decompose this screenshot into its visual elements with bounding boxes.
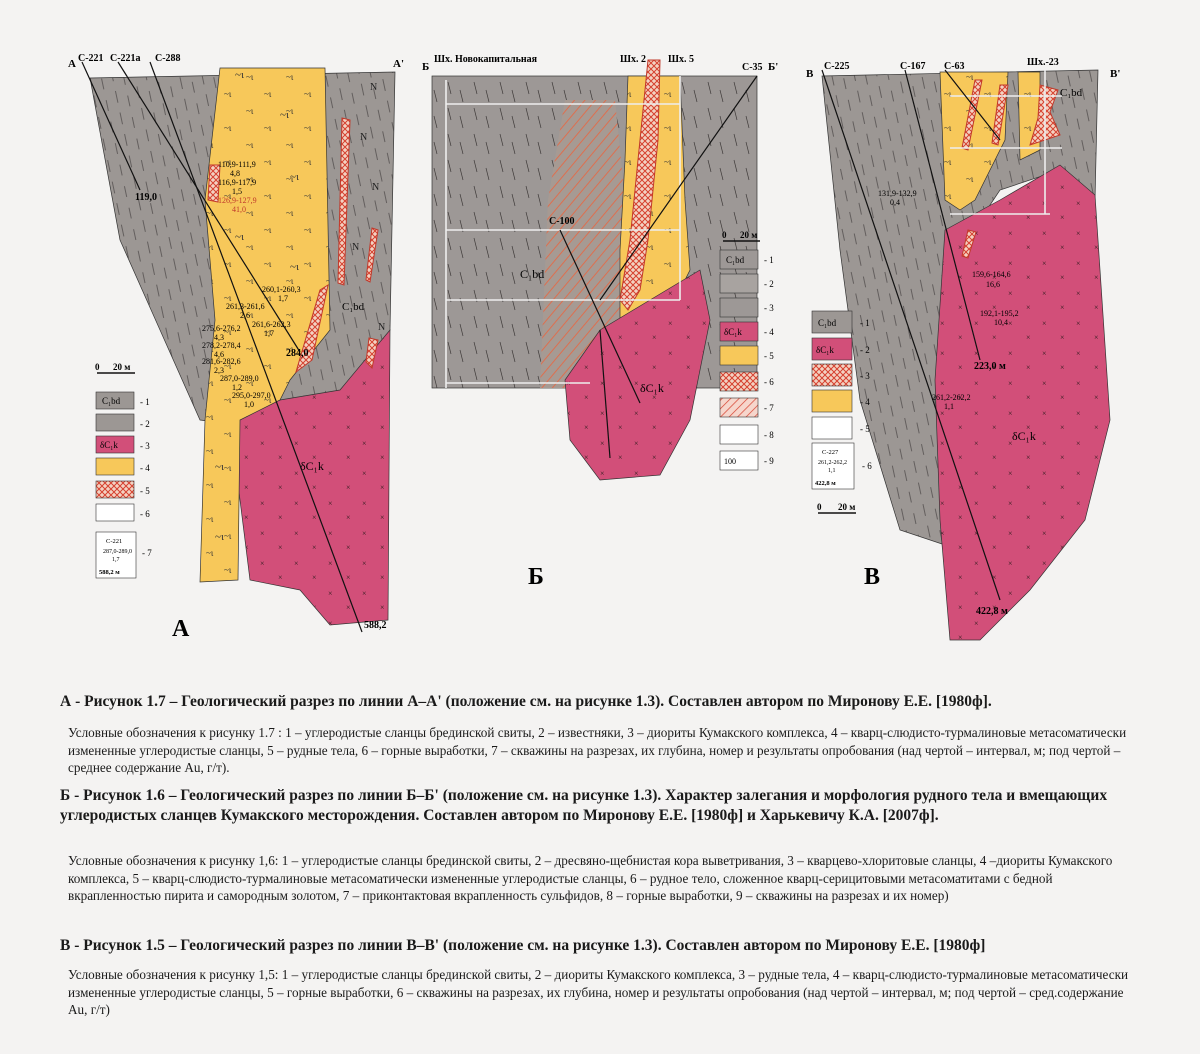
legend-well-grade: 1,1 bbox=[828, 468, 836, 474]
caption-b-title: Б - Рисунок 1.6 – Геологический разрез по линии Б–Б' (положение см. на рисунке 1.3). Характер залегания и морфология рудного тела и вмещающих углеродистых сланцев Кумакского месторождения. Составлен автором по Миронову Е.Е. [1980ф] и Харькевичу К.А. [2007ф]. bbox=[60, 787, 1108, 824]
legend-well-interval: 261,2-262,2 bbox=[818, 460, 847, 466]
legend-item-number: - 6 bbox=[764, 377, 774, 387]
caption-b bbox=[60, 786, 1140, 826]
caption-a-title: А - Рисунок 1.7 – Геологический разрез по линии А–А' (положение см. на рисунке 1.3). Составлен автором по Миронову Е.Е. [1980ф]. bbox=[60, 693, 992, 710]
assay-interval: 261,6-262,3 bbox=[252, 320, 291, 329]
assay-grade: 2,6 bbox=[240, 311, 250, 320]
well-name: С-63 bbox=[944, 61, 965, 72]
legend-swatch-5 bbox=[96, 481, 134, 498]
metasomatite-symbol: ~ι bbox=[280, 109, 289, 121]
limestone-symbol: N bbox=[352, 242, 360, 253]
well-depth: 284,0 bbox=[286, 348, 309, 359]
legend-item-number: - 9 bbox=[764, 456, 774, 466]
well-name: С-35 bbox=[742, 62, 763, 73]
legend-item-number: - 1 bbox=[764, 255, 774, 265]
caption-v-legend: Условные обозначения к рисунку 1,5: 1 – углеродистые сланцы брединской свиты, 2 – диориты Кумакского комплекса, 3 – рудные тела, 4 – кварц-слюдисто-турмалиновые метасоматически измененные углеродистые сланцы, 5 – горные выработки, 6 – скважины на разрезах, их глубина, номер и результаты опробования (над чертой – интервал, м; под чертой – сред.содержание Au, г/т) bbox=[68, 967, 1129, 1017]
assay-grade: 1,1 bbox=[944, 402, 954, 411]
shaft-name: Шх. 2 bbox=[620, 54, 646, 65]
assay-interval: 110,9-111,9 bbox=[218, 160, 256, 169]
legend-well-interval: 287,0-289,0 bbox=[103, 549, 132, 555]
assay-grade: 1,2 bbox=[232, 383, 242, 392]
shaft-name: Шх.-23 bbox=[1027, 57, 1059, 68]
scale-zero: 0 bbox=[722, 230, 727, 240]
limestone-symbol: N bbox=[370, 82, 378, 93]
legend-text-a bbox=[60, 724, 1140, 777]
caption-v bbox=[60, 936, 1140, 956]
legend-well-number: 100 bbox=[724, 457, 736, 466]
legend-well-depth: 422,8 м bbox=[815, 480, 836, 487]
diorite-v bbox=[935, 165, 1110, 640]
legend-item-number: - 2 bbox=[764, 279, 774, 289]
legend-item-number: - 3 bbox=[764, 303, 774, 313]
legend-swatch-3 bbox=[720, 298, 758, 317]
shaft-name: Шх. 5 bbox=[668, 54, 694, 65]
caption-b-legend: Условные обозначения к рисунку 1,6: 1 – углеродистые сланцы брединской свиты, 2 – дресвяно-щебнистая кора выветривания, 3 – кварцево-хлоритовые сланцы, 4 –диориты Кумакского комплекса, 5 – кварц-слюдисто-турмалиновые метасоматически измененные углеродистые сланцы, 6 – рудное тело, сложенное кварц-серицитовыми метасоматитами с бедной вкрапленностью пирита и самородным золотом, 7 – приконтактовая вкрапленность сульфидов, 8 – горные выработки, 9 – скважины на разрезах и их номер) bbox=[68, 853, 1113, 903]
assay-grade: 16,6 bbox=[986, 280, 1000, 289]
well-name: С-221а bbox=[110, 53, 141, 64]
scale-label: 20 м bbox=[113, 362, 131, 372]
legend-item-number: - 5 bbox=[860, 424, 870, 434]
legend-swatch-8 bbox=[720, 425, 758, 444]
legend-swatch-4 bbox=[96, 458, 134, 475]
legend-b bbox=[720, 250, 774, 470]
well-name: С-167 bbox=[900, 61, 926, 72]
caption-v-title: В - Рисунок 1.5 – Геологический разрез по линии В–В' (положение см. на рисунке 1.3). Составлен автором по Миронову Е.Е. [1980ф] bbox=[60, 937, 986, 954]
assay-grade: 0,4 bbox=[890, 198, 900, 207]
panel-letter-a: А bbox=[172, 616, 190, 642]
assay-grade: 1,5 bbox=[232, 187, 242, 196]
well-name: С-288 bbox=[155, 53, 181, 64]
unit-label-diorite: δC₁k bbox=[640, 381, 664, 395]
legend-item-number: - 5 bbox=[140, 486, 150, 496]
metasomatite-symbol: ~ι bbox=[235, 69, 244, 81]
scale-zero: 0 bbox=[95, 362, 100, 372]
assay-interval: 287,0-289,0 bbox=[220, 374, 259, 383]
caption-a bbox=[60, 692, 1140, 712]
well-name: С-221 bbox=[78, 53, 104, 64]
unit-label-diorite: δC₁k bbox=[300, 459, 324, 473]
legend-item-number: - 8 bbox=[764, 430, 774, 440]
well-name: С-100 bbox=[549, 216, 575, 227]
legend-swatch-5 bbox=[720, 346, 758, 365]
legend-swatch-label: C₁bd bbox=[818, 318, 837, 328]
legend-swatch-label: C₁bd bbox=[726, 255, 745, 265]
line-end-a: А' bbox=[393, 58, 404, 70]
assay-interval: 131,9-132,9 bbox=[878, 189, 917, 198]
assay-interval: 261,2-262,2 bbox=[932, 393, 971, 402]
assay-interval: 281,6-282,6 bbox=[202, 357, 241, 366]
legend-item-number: - 1 bbox=[860, 318, 870, 328]
scale-zero: 0 bbox=[817, 502, 822, 512]
line-start-v: В bbox=[806, 68, 814, 80]
assay-grade: 1,0 bbox=[244, 400, 254, 409]
scale-bar-v bbox=[817, 502, 856, 513]
legend-swatch-2 bbox=[720, 274, 758, 293]
scale-bar-a bbox=[95, 362, 135, 373]
unit-label-bedrock: C₁bd bbox=[342, 301, 365, 313]
legend-well-grade: 1,7 bbox=[112, 557, 120, 563]
legend-swatch-7 bbox=[720, 398, 758, 417]
section-b bbox=[422, 54, 778, 590]
legend-well-name: С-221 bbox=[106, 538, 123, 545]
legend-item-number: - 4 bbox=[860, 397, 870, 407]
line-start-a: А bbox=[68, 58, 76, 70]
line-end-b: Б' bbox=[768, 61, 779, 73]
section-v bbox=[806, 57, 1120, 640]
unit-label-bedrock: C₁bd bbox=[1060, 87, 1083, 99]
legend-item-number: - 6 bbox=[862, 461, 872, 471]
well-name: С-225 bbox=[824, 61, 850, 72]
legend-swatch-3 bbox=[812, 364, 852, 386]
well-depth: 119,0 bbox=[135, 192, 157, 203]
unit-label-diorite: δC₁k bbox=[1012, 429, 1036, 443]
well-depth: 588,2 bbox=[364, 620, 387, 631]
legend-swatch-6 bbox=[720, 372, 758, 391]
assay-grade: 1,7 bbox=[278, 294, 288, 303]
legend-item-number: - 6 bbox=[140, 509, 150, 519]
legend-text-v bbox=[60, 966, 1140, 1019]
assay-grade: 4,3 bbox=[214, 333, 224, 342]
assay-grade: 41,0 bbox=[232, 205, 246, 214]
metasomatite-symbol: ~ι bbox=[215, 461, 224, 473]
unit-label-bedrock: C₁bd bbox=[520, 267, 545, 281]
scale-label: 20 м bbox=[838, 502, 856, 512]
legend-item-number: - 1 bbox=[140, 397, 150, 407]
legend-swatch-label: δC₁k bbox=[100, 440, 118, 450]
legend-a bbox=[96, 392, 152, 578]
legend-swatch-6 bbox=[96, 504, 134, 521]
limestone-symbol: N bbox=[372, 182, 380, 193]
legend-item-number: - 5 bbox=[764, 351, 774, 361]
legend-item-number: - 7 bbox=[142, 548, 152, 558]
metasomatite-symbol: ~ι bbox=[290, 171, 299, 183]
line-start-b: Б bbox=[422, 61, 430, 73]
assay-grade: 1,7 bbox=[264, 329, 274, 338]
metasomatite-v2 bbox=[1018, 72, 1040, 160]
assay-interval: 295,0-297,0 bbox=[232, 391, 271, 400]
assay-grade: 2,3 bbox=[214, 366, 224, 375]
assay-interval: 260,1-260,3 bbox=[262, 285, 301, 294]
limestone-symbol: N bbox=[360, 132, 368, 143]
legend-swatch-4 bbox=[812, 390, 852, 412]
legend-item-number: - 2 bbox=[860, 345, 870, 355]
assay-interval: 278,2-278,4 bbox=[202, 341, 241, 350]
legend-swatch-label: C₁bd bbox=[102, 396, 121, 406]
assay-interval: 116,9-117,9 bbox=[218, 178, 257, 187]
legend-item-number: - 3 bbox=[140, 441, 150, 451]
legend-well-name: С-227 bbox=[822, 449, 839, 456]
metasomatite-symbol: ~ι bbox=[290, 261, 299, 273]
legend-swatch-5 bbox=[812, 417, 852, 439]
legend-well-depth: 588,2 м bbox=[99, 569, 120, 576]
caption-a-legend: Условные обозначения к рисунку 1.7 : 1 – углеродистые сланцы брединской свиты, 2 – известняки, 3 – диориты Кумакского комплекса, 4 – кварц-слюдисто-турмалиновые метасоматически измененные углеродистые сланцы, 5 – рудные тела, 6 – горные выработки, 7 – скважины на разрезах, их глубина, номер и результаты опробования (над чертой – интервал, м; под чертой – среднее содержание Au, г/т). bbox=[68, 725, 1127, 775]
legend-text-b bbox=[60, 852, 1140, 905]
scale-label: 20 м bbox=[740, 230, 758, 240]
panel-letter-v: В bbox=[864, 564, 881, 590]
well-depth: 223,0 м bbox=[974, 361, 1006, 372]
legend-item-number: - 4 bbox=[140, 463, 150, 473]
legend-item-number: - 7 bbox=[764, 403, 774, 413]
legend-swatch-label: δC₁k bbox=[724, 327, 742, 337]
assay-interval: 192,1-195,2 bbox=[980, 309, 1019, 318]
legend-swatch-2 bbox=[96, 414, 134, 431]
assay-interval: 261,3-261,6 bbox=[226, 302, 265, 311]
assay-interval: 159,6-164,6 bbox=[972, 270, 1011, 279]
legend-item-number: - 3 bbox=[860, 371, 870, 381]
legend-item-number: - 4 bbox=[764, 327, 774, 337]
assay-interval: 126,9-127,9 bbox=[218, 196, 257, 205]
legend-item-number: - 2 bbox=[140, 419, 150, 429]
shaft-name: Шх. Новокапитальная bbox=[434, 54, 538, 65]
panel-letter-b: Б bbox=[528, 564, 544, 590]
metasomatite-symbol: ~ι bbox=[215, 531, 224, 543]
metasomatite-symbol: ~ι bbox=[235, 231, 244, 243]
line-end-v: В' bbox=[1110, 68, 1121, 80]
assay-grade: 4,6 bbox=[214, 350, 224, 359]
section-a bbox=[68, 53, 404, 642]
assay-grade: 4,8 bbox=[230, 169, 240, 178]
assay-grade: 10,4 bbox=[994, 318, 1008, 327]
legend-swatch-label: δC₁k bbox=[816, 345, 834, 355]
limestone-symbol: N bbox=[378, 322, 386, 333]
well-depth: 422,8 м bbox=[976, 606, 1008, 617]
assay-interval: 275,6-276,2 bbox=[202, 324, 241, 333]
